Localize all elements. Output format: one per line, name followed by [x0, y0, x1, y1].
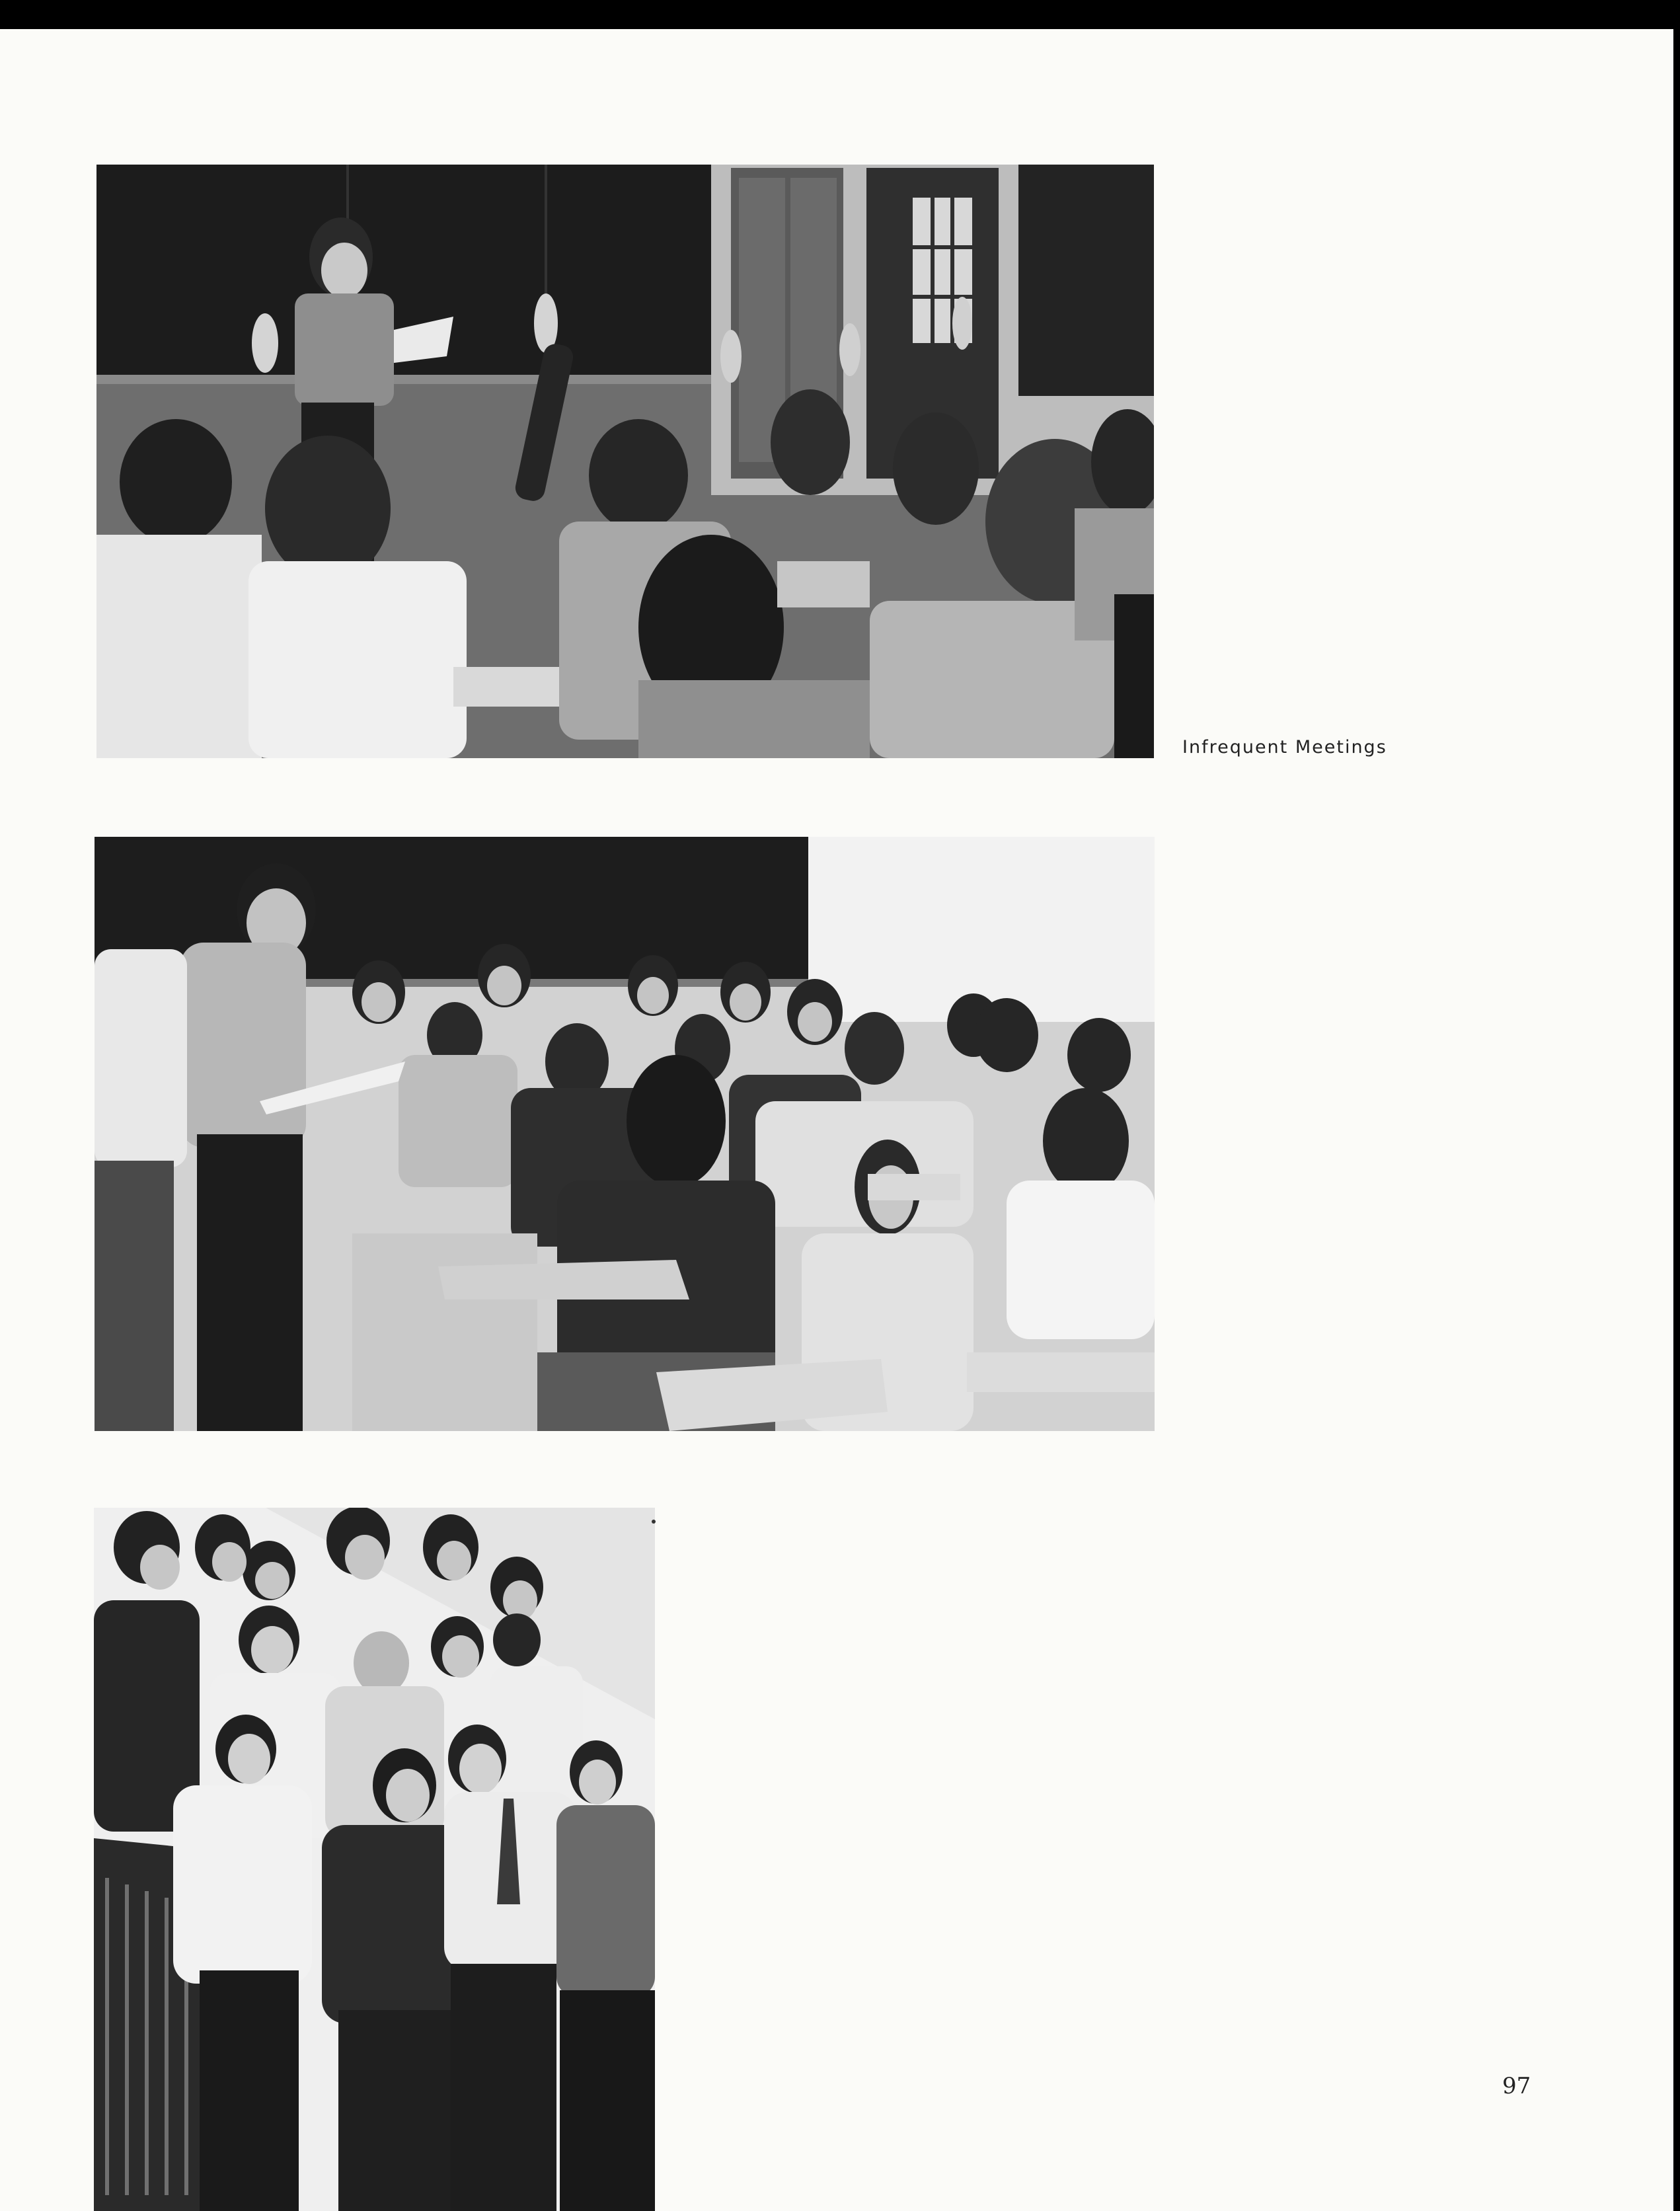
page-number: 97: [1502, 2073, 1531, 2099]
print-speck: [652, 1520, 656, 1524]
group-portrait-stairway-photo: [94, 1508, 655, 2211]
classroom-seated-group-photo: [95, 837, 1155, 1431]
photo-caption: Infrequent Meetings: [1182, 737, 1387, 757]
classroom-hands-raised-photo: [96, 165, 1154, 758]
yearbook-page: [0, 29, 1673, 2211]
